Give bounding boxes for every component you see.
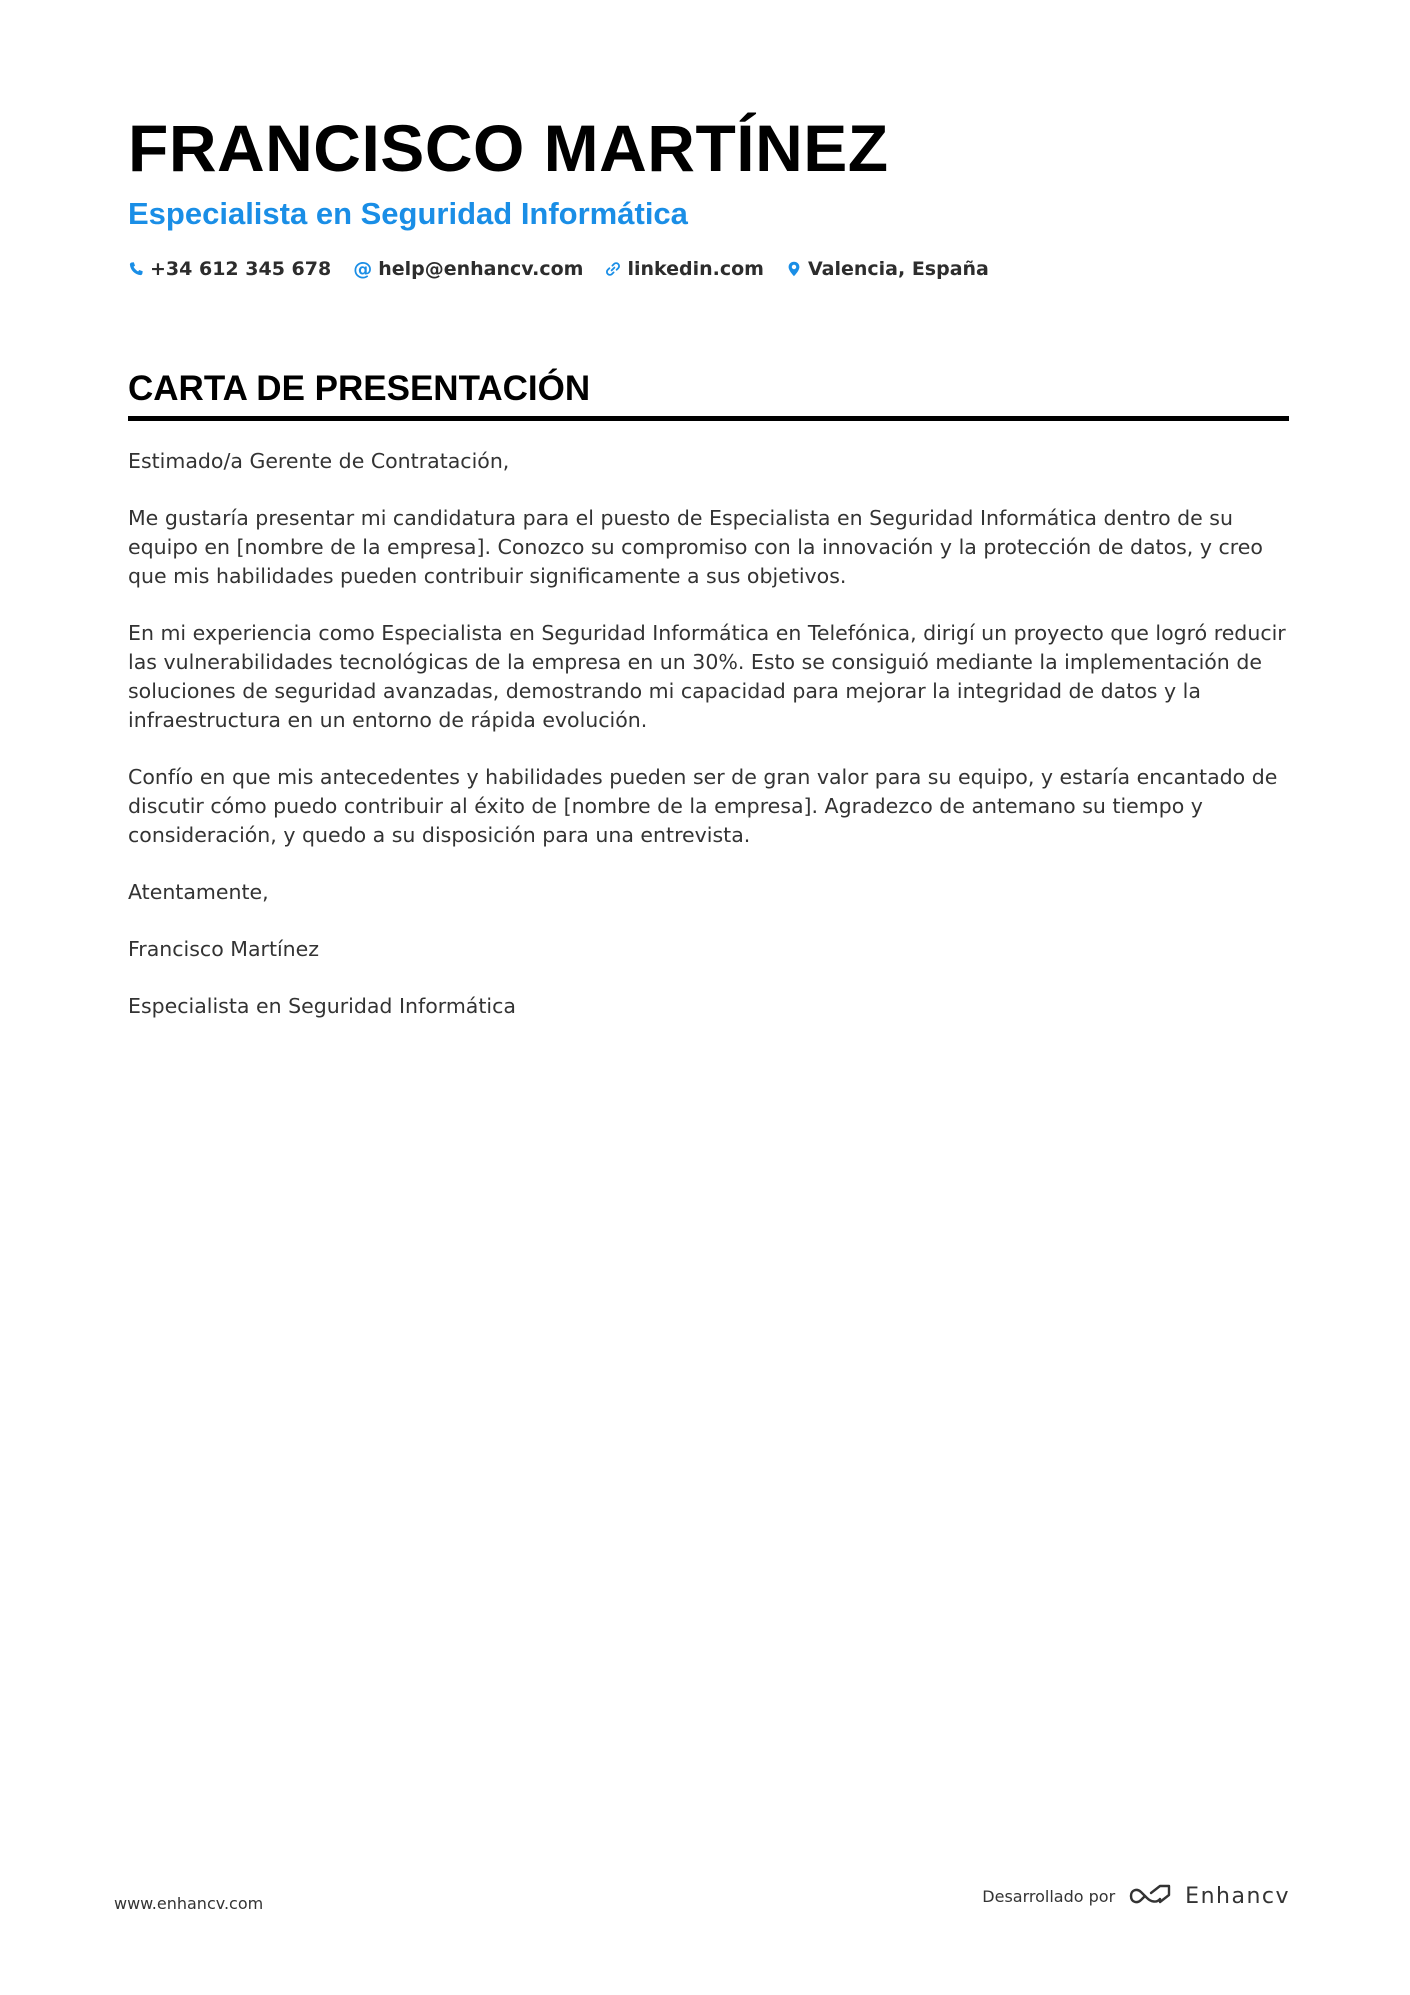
letter-signature-title: Especialista en Seguridad Informática <box>128 994 516 1018</box>
section-divider <box>128 416 1289 421</box>
letter-paragraph: En mi experiencia como Especialista en Seguridad Informática en Telefónica, dirigí un proyecto que logró reducir las vulnerabilidades tecnológicas de la empresa en un 30%. Esto se consiguió mediante la implementación de soluciones de seguridad avanzadas, demostrando mi capacidad para mejorar la integridad de datos y la infraestructura en un entorno de rápida evolución. <box>128 621 1286 732</box>
contact-location <box>786 258 989 280</box>
enhancv-logo-icon <box>1127 1882 1173 1910</box>
job-title: Especialista en Seguridad Informática <box>128 196 688 231</box>
phone-icon <box>128 261 144 277</box>
brand-name: Enhancv <box>1185 1883 1290 1909</box>
powered-by-label: Desarrollado por <box>982 1886 1116 1906</box>
footer-branding[interactable] <box>982 1882 1290 1910</box>
letter-paragraph: Confío en que mis antecedentes y habilidades pueden ser de gran valor para su equipo, y estaría encantado de discutir cómo puedo contribuir al éxito de [nombre de la empresa]. Agradezco de antemano su tiempo y consideración, y quedo a su disposición para una entrevista. <box>128 765 1278 847</box>
candidate-name: FRANCISCO MARTÍNEZ <box>128 111 889 185</box>
header <box>128 108 1288 280</box>
at-icon: @ <box>353 257 373 280</box>
location-pin-icon <box>786 261 802 277</box>
link-icon <box>605 261 621 277</box>
contact-bar <box>128 258 1288 280</box>
section-title: CARTA DE PRESENTACIÓN <box>128 369 591 408</box>
contact-email[interactable] <box>353 258 583 280</box>
cover-letter-section <box>128 366 1289 1049</box>
contact-phone <box>128 258 331 280</box>
contact-linkedin[interactable] <box>605 258 764 280</box>
letter-signature-name: Francisco Martínez <box>128 937 320 961</box>
letter-greeting: Estimado/a Gerente de Contratación, <box>128 449 510 473</box>
contact-phone-text: +34 612 345 678 <box>150 258 332 280</box>
letter-paragraph: Me gustaría presentar mi candidatura para el puesto de Especialista en Seguridad Informática dentro de su equipo en [nombre de la empresa]. Conozco su compromiso con la innovación y la protección de datos, y creo que mis habilidades pueden contribuir significamente a sus objetivos. <box>128 506 1263 588</box>
contact-linkedin-text[interactable]: linkedin.com <box>627 258 764 280</box>
letter-closing: Atentamente, <box>128 880 269 904</box>
contact-email-text[interactable]: help@enhancv.com <box>378 258 584 280</box>
letter-body <box>128 447 1289 1021</box>
contact-location-text: Valencia, España <box>807 258 989 280</box>
footer-website[interactable]: www.enhancv.com <box>114 1894 264 1913</box>
